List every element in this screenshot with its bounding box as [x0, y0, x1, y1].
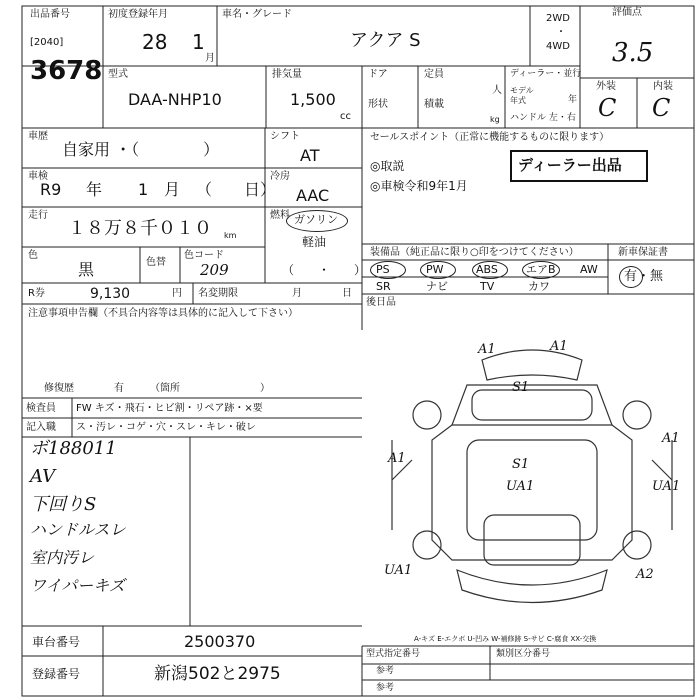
- color-no-label: 色替: [146, 257, 166, 268]
- fuel-gasoline: ガソリン: [294, 213, 338, 226]
- ac-value: AAC: [296, 186, 330, 205]
- recorder-label: 記入職: [26, 422, 56, 433]
- reg-label: 初度登録年月: [108, 9, 168, 20]
- seats-label: 定員: [424, 69, 444, 80]
- grade-int-label: 内装: [653, 81, 673, 92]
- mark-7: A1: [662, 431, 680, 446]
- load-unit: kg: [490, 115, 500, 124]
- equip-sr: SR: [376, 280, 391, 293]
- circle-pw: [420, 261, 456, 279]
- car-name: アクア S: [350, 30, 421, 51]
- recycle-value: 9,130: [90, 286, 131, 302]
- drive-dot: ・: [556, 27, 566, 38]
- mileage-value: １８万８千０１０: [68, 218, 212, 239]
- grade-label: 評価点: [612, 7, 642, 18]
- chassis-label: 車台番号: [32, 635, 81, 649]
- equip-label: 装備品（純正品に限り○印をつけてください）: [370, 247, 579, 258]
- circle-airbag: [522, 261, 560, 279]
- equip-abs: ABS: [476, 263, 498, 276]
- mark-2: A1: [550, 339, 568, 354]
- color-code: 209: [200, 261, 229, 279]
- expiry-month: 月: [292, 288, 302, 299]
- plate-value: 新潟502と2975: [154, 664, 281, 684]
- equip-leather: カワ: [528, 280, 550, 293]
- ref-label-2: 参考: [376, 683, 395, 693]
- warranty-value: 有・無: [624, 269, 664, 284]
- circle-ps: [370, 261, 406, 279]
- inspect-month: 1: [138, 180, 149, 199]
- expiry-day: 日: [342, 288, 352, 299]
- inspector-legend: FW キズ・飛石・ヒビ割・リペア跡・×要: [76, 403, 263, 414]
- repair-label: 修復歴: [44, 383, 74, 394]
- circle-abs: [472, 261, 508, 279]
- expiry-label: 名変期限: [198, 288, 238, 299]
- mark-1: A1: [478, 342, 496, 357]
- after-label: 後日品: [366, 297, 396, 308]
- reg-month: 1: [192, 30, 205, 54]
- color-code-label: 色コード: [184, 250, 224, 261]
- grade-ext: C: [598, 94, 617, 122]
- equip-tv: TV: [480, 280, 495, 293]
- history-value: 自家用 ・（ ）: [62, 140, 220, 159]
- disp-value: 1,500: [290, 90, 336, 109]
- seats-unit: 人: [492, 85, 502, 96]
- color-label: 色: [28, 250, 38, 261]
- lot-number: 3678: [30, 56, 103, 86]
- disp-label: 排気量: [272, 69, 302, 80]
- equip-airbag: エアB: [526, 263, 556, 276]
- equip-pw: PW: [426, 263, 444, 276]
- handnote-1: ボ188011: [30, 438, 117, 459]
- reg-year: 28: [142, 30, 168, 54]
- mark-3: S1: [512, 380, 530, 395]
- history-label: 車歴: [28, 131, 48, 142]
- repair-paren: （箇所 ）: [150, 383, 270, 394]
- inspect-month-unit: 月: [164, 180, 181, 199]
- warranty-circle: [619, 266, 643, 288]
- dealer-model-year: モデル 年式: [510, 86, 534, 105]
- model-value: DAA-NHP10: [128, 90, 222, 109]
- lot-code: [2040]: [30, 37, 64, 48]
- mileage-unit: km: [224, 231, 237, 240]
- plate-label: 登録番号: [32, 667, 81, 681]
- recycle-label: R券: [28, 288, 45, 299]
- door-label: ドア: [368, 69, 388, 80]
- ac-label: 冷房: [270, 171, 290, 182]
- inspect-era: R9: [40, 180, 62, 199]
- fuel-paren: （ ・ ）: [282, 263, 367, 277]
- ref-label-1: 参考: [376, 666, 395, 676]
- sales-item-2: ◎車検令和9年1月: [370, 179, 468, 193]
- specify-label: 型式指定番号: [366, 649, 421, 659]
- load-label: 積載: [424, 99, 444, 110]
- equip-ps: PS: [376, 263, 390, 276]
- handnote-5: 室内汚レ: [30, 548, 95, 567]
- mark-8: UA1: [652, 479, 681, 494]
- handnote-3: 下回りS: [30, 494, 97, 515]
- inspect-day: （ 日）: [196, 180, 277, 199]
- handnote-4: ハンドルスレ: [30, 520, 126, 539]
- dealer-label: ディーラー・並行: [510, 69, 582, 79]
- mark-10: A2: [636, 567, 654, 582]
- mark-9: UA1: [384, 563, 413, 578]
- inspect-label: 車検: [28, 171, 48, 182]
- fuel-alt: 軽油: [302, 235, 327, 249]
- repair-value: 有: [114, 383, 124, 394]
- mark-6: UA1: [506, 479, 535, 494]
- notes-label: 注意事項申告欄（不具合内容等は具体的に記入して下さい）: [28, 308, 298, 319]
- warranty-label: 新車保証書: [618, 247, 668, 258]
- shape-label: 形状: [368, 99, 388, 110]
- sales-item-1: ◎取説: [370, 159, 405, 173]
- mark-4: A1: [388, 451, 406, 466]
- handnote-2: AV: [30, 466, 56, 487]
- chassis-value: 2500370: [184, 632, 256, 651]
- dealer-badge: ディーラー出品: [518, 156, 622, 174]
- grade-int: C: [652, 94, 671, 122]
- model-label: 型式: [108, 69, 128, 80]
- dealer-handle: ハンドル 左・右: [510, 113, 576, 123]
- inspector-label: 検査員: [26, 403, 56, 414]
- color-value: 黒: [78, 260, 95, 279]
- diagram-legend: A-キズ E-エクボ U-凹み W-補修跡 S-サビ C-腐食 XX-交換: [414, 635, 597, 643]
- sales-label: セールスポイント（正常に機能するものに限ります）: [370, 132, 610, 143]
- equip-aw: AW: [580, 263, 598, 276]
- fuel-label: 燃料: [270, 210, 290, 221]
- car-label: 車名・グレード: [222, 9, 292, 20]
- dealer-year-unit: 年: [568, 95, 578, 105]
- reg-month-unit: 月: [205, 53, 215, 64]
- recorder-legend: ス・汚レ・コゲ・穴・スレ・キレ・破レ: [76, 422, 256, 433]
- drive-4wd: 4WD: [546, 41, 570, 52]
- equip-navi: ナビ: [426, 280, 448, 293]
- mileage-label: 走行: [28, 210, 48, 221]
- grade-score: 3.5: [612, 38, 654, 68]
- class-label: 類別区分番号: [496, 649, 551, 659]
- recycle-unit: 円: [172, 288, 182, 299]
- lot-label: 出品番号: [30, 9, 70, 20]
- shift-label: シフト: [270, 131, 300, 142]
- disp-unit: cc: [340, 111, 351, 122]
- drive-2wd: 2WD: [546, 13, 570, 24]
- inspect-year-unit: 年: [86, 180, 103, 199]
- grade-ext-label: 外装: [596, 81, 616, 92]
- handnote-6: ワイパーキズ: [30, 576, 125, 595]
- shift-value: AT: [300, 146, 320, 165]
- mark-5: S1: [512, 457, 530, 472]
